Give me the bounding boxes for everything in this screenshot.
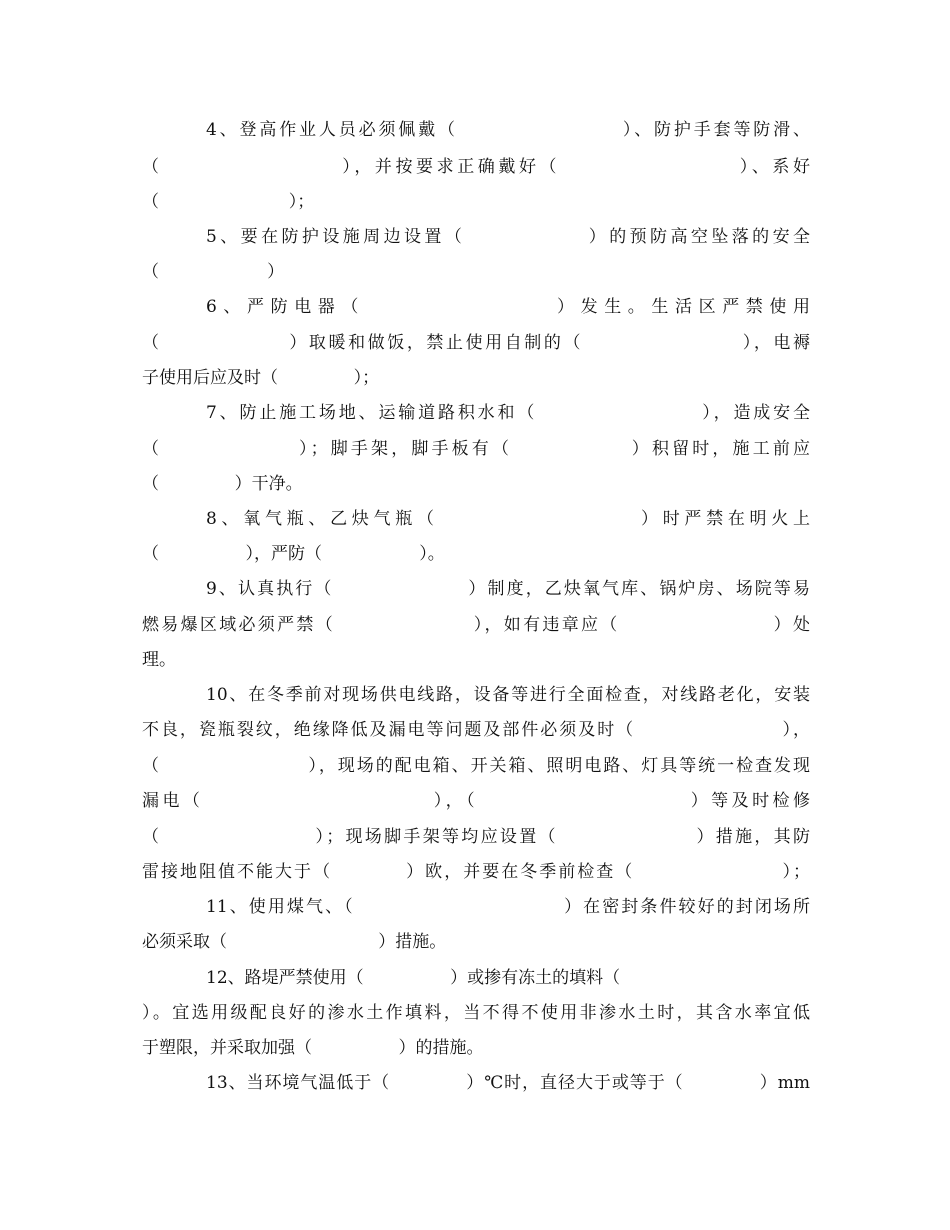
text-line: 8、氧气瓶、乙炔气瓶（ ）时严禁在明火上 — [206, 509, 810, 529]
text-line: （ ），现场的配电箱、开关箱、照明电路、灯具等统一检查发现 — [142, 756, 810, 776]
text-line: （ ）；脚手架，脚手板有（ ）积留时，施工前应 — [142, 439, 810, 459]
text-line: 雷接地阻值不能大于（ ）欧，并要在冬季前检查（ ）； — [142, 862, 810, 882]
text-line: 6、严防电器（ ）发生。生活区严禁使用 — [206, 297, 810, 317]
text-line: （ ）； — [142, 192, 315, 212]
text-line: 9、认真执行（ ）制度，乙炔氧气库、锅炉房、场院等易 — [206, 579, 810, 599]
text-line: 漏电（ ），（ ）等及时检修 — [142, 791, 810, 811]
text-line: 10、在冬季前对现场供电线路，设备等进行全面检查，对线路老化，安装 — [206, 685, 810, 705]
text-line: 不良，瓷瓶裂纹，绝缘降低及漏电等问题及部件必须及时（ ）， — [142, 720, 810, 740]
text-line: （ ）取暖和做饭，禁止使用自制的（ ），电褥 — [142, 333, 810, 353]
text-line: 11、使用煤气、（ ）在密封条件较好的封闭场所 — [206, 897, 810, 917]
text-line: 12、路堤严禁使用（ ）或掺有冻土的填料（ — [206, 968, 621, 988]
text-line: ）。宜选用级配良好的渗水土作填料，当不得不使用非渗水土时，其含水率宜低 — [142, 1003, 810, 1023]
text-line: 燃易爆区域必须严禁（ ），如有违章应（ ）处 — [142, 615, 810, 635]
text-line: 5、要在防护设施周边设置（ ）的预防高空坠落的安全 — [206, 227, 810, 247]
text-line: （ ） — [142, 262, 285, 282]
text-line: 子使用后应及时（ ）； — [142, 368, 380, 388]
text-line: 13、当环境气温低于（ ）℃时，直径大于或等于（ ）mm — [206, 1073, 810, 1093]
text-line: 必须采取（ ）措施。 — [142, 932, 447, 952]
text-line: 4、登高作业人员必须佩戴（ ）、防护手套等防滑、 — [206, 120, 810, 140]
text-line: 理。 — [142, 650, 176, 670]
text-line: 于塑限，并采取加强（ ）的措施。 — [142, 1038, 484, 1058]
text-line: （ ），严防（ ）。 — [142, 544, 445, 564]
text-line: （ ），并按要求正确戴好（ ）、系好 — [142, 157, 810, 177]
text-line: （ ）干净。 — [142, 474, 303, 494]
text-line: （ ）；现场脚手架等均应设置（ ）措施，其防 — [142, 827, 810, 847]
text-line: 7、防止施工场地、运输道路积水和（ ），造成安全 — [206, 403, 810, 423]
